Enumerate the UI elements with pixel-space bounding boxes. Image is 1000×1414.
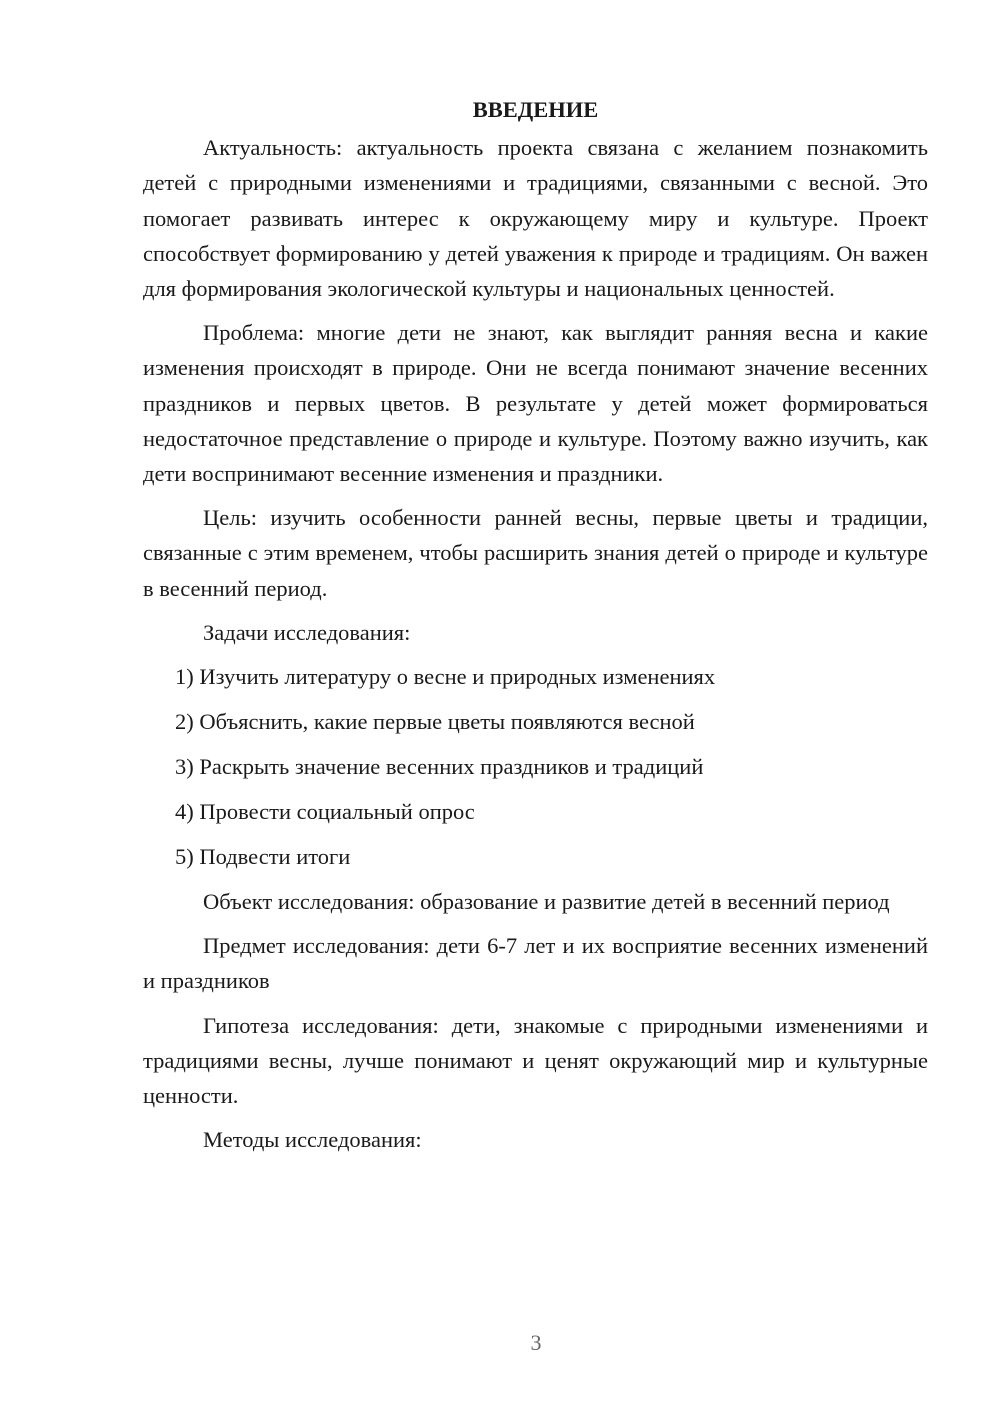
tasks-heading: Задачи исследования: [203, 619, 411, 645]
methods-heading: Методы исследования: [203, 1127, 422, 1153]
section-title: ВВЕДЕНИЕ [472, 97, 599, 122]
object-paragraph: Объект исследования: образование и развитие детей в весенний период [203, 889, 890, 915]
relevance-paragraph: Актуальность: актуальность проекта связана с желанием познакомить детей с природными изменениями и традициями, связанными с весной. Это помогает развивать интерес к окружающему миру и культуре. Проект способствует формированию у детей уважения к природе и традициям. Он важен для формирования экологической культуры и национальных ценностей. [143, 135, 928, 302]
task-item-2: 2) Объяснить, какие первые цветы появляются весной [175, 709, 695, 735]
task-item-3: 3) Раскрыть значение весенних праздников и традиций [175, 754, 704, 780]
hypothesis-paragraph: Гипотеза исследования: дети, знакомые с природными изменениями и традициями весны, лучше понимают и ценят окружающий мир и культурные ценности. [143, 1012, 928, 1109]
tasks-list [143, 659, 928, 874]
page-number: 3 [530, 1330, 542, 1355]
problem-paragraph: Проблема: многие дети не знают, как выглядит ранняя весна и какие изменения происходят в природе. Они не всегда понимают значение весенних праздников и первых цветов. В результате у детей может формироваться недостаточное представление о природе и культуре. Поэтому важно изучить, как дети воспринимают весенние изменения и праздники. [143, 320, 928, 487]
subject-paragraph: Предмет исследования: дети 6-7 лет и их восприятие весенних изменений и праздников [143, 933, 928, 994]
goal-paragraph: Цель: изучить особенности ранней весны, первые цветы и традиции, связанные с этим временем, чтобы расширить знания детей о природе и культуре в весенний период. [143, 505, 928, 601]
task-item-5: 5) Подвести итоги [175, 844, 351, 870]
document-page [143, 92, 928, 1166]
task-item-1: 1) Изучить литературу о весне и природных изменениях [175, 664, 716, 690]
task-item-4: 4) Провести социальный опрос [175, 799, 475, 825]
